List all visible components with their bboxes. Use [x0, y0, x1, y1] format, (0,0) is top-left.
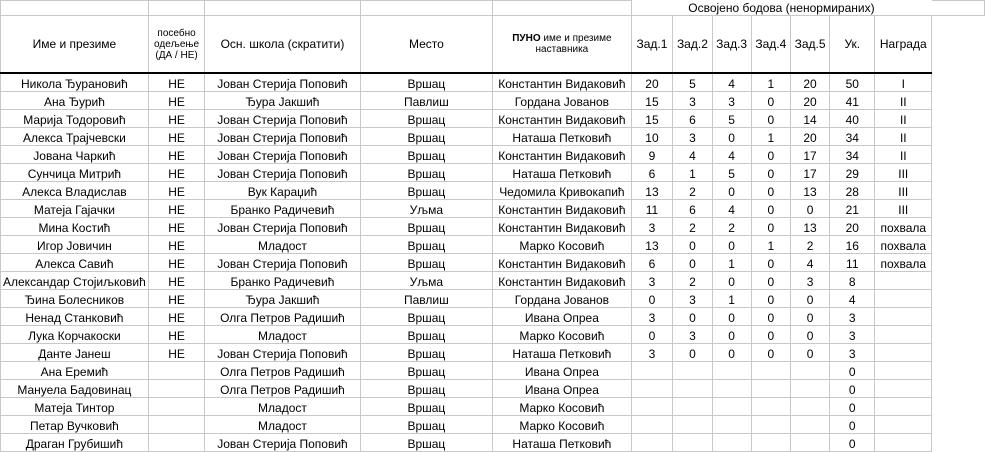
cell[interactable] — [205, 1, 360, 16]
cell-task4[interactable] — [751, 416, 790, 434]
cell-task3[interactable]: 0 — [712, 344, 751, 362]
cell-place[interactable]: Вршац — [360, 326, 493, 344]
cell-award[interactable]: II — [875, 128, 932, 146]
cell-task4[interactable]: 0 — [751, 344, 790, 362]
cell-task2[interactable] — [673, 398, 712, 416]
cell-task1[interactable]: 11 — [631, 200, 673, 218]
cell-name[interactable]: Данте Јанеш — [1, 344, 149, 362]
cell-name[interactable]: Ана Еремић — [1, 362, 149, 380]
header-school[interactable]: Осн. школа (скратити) — [205, 16, 360, 74]
cell-task5[interactable] — [790, 380, 829, 398]
cell-school[interactable]: Младост — [205, 236, 360, 254]
cell-task1[interactable]: 9 — [631, 146, 673, 164]
cell-task5[interactable]: 2 — [790, 236, 829, 254]
cell-name[interactable]: Јована Чаркић — [1, 146, 149, 164]
cell-task5[interactable]: 17 — [790, 146, 829, 164]
cell-place[interactable]: Павлиш — [360, 92, 493, 110]
header-mentor-rest: име и презиме наставника — [535, 33, 612, 55]
cell-place[interactable]: Павлиш — [360, 290, 493, 308]
cell-school[interactable]: Олга Петров Радишић — [205, 308, 360, 326]
cell-mentor[interactable]: Чедомила Кривокапић — [493, 182, 632, 200]
cell-total[interactable]: 3 — [830, 326, 875, 344]
cell-award[interactable]: III — [875, 164, 932, 182]
cell-task5[interactable]: 0 — [790, 344, 829, 362]
cell-special-class[interactable] — [148, 416, 204, 434]
cell-mentor[interactable]: Ивана Опреа — [493, 380, 632, 398]
cell[interactable] — [493, 1, 632, 16]
cell-total[interactable]: 50 — [830, 73, 875, 92]
cell-task4[interactable] — [751, 362, 790, 380]
cell-place[interactable]: Уљма — [360, 272, 493, 290]
cell-mentor[interactable]: Ивана Опреа — [493, 362, 632, 380]
cell-task2[interactable]: 6 — [673, 110, 712, 128]
cell-place[interactable]: Вршац — [360, 380, 493, 398]
cell-task5[interactable]: 0 — [790, 200, 829, 218]
cell-task5[interactable]: 0 — [790, 326, 829, 344]
cell-task4[interactable]: 0 — [751, 218, 790, 236]
table-row — [1, 344, 985, 362]
table-row — [1, 326, 985, 344]
cell-place[interactable]: Вршац — [360, 73, 493, 92]
cell-mentor[interactable]: Гордана Јованов — [493, 92, 632, 110]
cell-task5[interactable]: 17 — [790, 164, 829, 182]
cell-task5[interactable]: 13 — [790, 182, 829, 200]
cell-award[interactable] — [875, 416, 932, 434]
cell-task1[interactable] — [631, 416, 673, 434]
cell-task1[interactable]: 13 — [631, 182, 673, 200]
cell-task3[interactable]: 3 — [712, 92, 751, 110]
table-row — [1, 164, 985, 182]
cell-task3[interactable]: 1 — [712, 290, 751, 308]
cell-task5[interactable]: 0 — [790, 290, 829, 308]
cell-award[interactable] — [875, 344, 932, 362]
cell-award[interactable] — [875, 398, 932, 416]
cell-name[interactable]: Марија Тодоровић — [1, 110, 149, 128]
cell-task2[interactable] — [673, 434, 712, 452]
cell-total[interactable]: 0 — [830, 434, 875, 452]
cell-task2[interactable]: 2 — [673, 272, 712, 290]
cell-mentor[interactable]: Наташа Петковић — [493, 434, 632, 452]
header-award[interactable]: Награда — [875, 16, 932, 74]
cell-award[interactable] — [875, 272, 932, 290]
cell-mentor[interactable]: Марко Косовић — [493, 326, 632, 344]
cell-total[interactable]: 0 — [830, 398, 875, 416]
table-row — [1, 73, 985, 92]
cell-total[interactable]: 0 — [830, 362, 875, 380]
cell-task2[interactable]: 0 — [673, 254, 712, 272]
cell-task5[interactable] — [790, 416, 829, 434]
cell-school[interactable]: Јован Стерија Поповић — [205, 254, 360, 272]
cell-special-class[interactable] — [148, 434, 204, 452]
cell-school[interactable]: Вук Караџић — [205, 182, 360, 200]
cell-task1[interactable] — [631, 434, 673, 452]
cell-task4[interactable]: 0 — [751, 308, 790, 326]
header-mentor-bold: ПУНО — [512, 33, 541, 44]
cell-place[interactable]: Вршац — [360, 416, 493, 434]
cell-mentor[interactable]: Марко Косовић — [493, 236, 632, 254]
header-task4[interactable]: Зад.4 — [751, 16, 790, 74]
cell-name[interactable]: Мина Костић — [1, 218, 149, 236]
header-task5[interactable]: Зад.5 — [790, 16, 829, 74]
cell-school[interactable]: Младост — [205, 326, 360, 344]
cell-task2[interactable]: 2 — [673, 218, 712, 236]
cell-task2[interactable]: 0 — [673, 236, 712, 254]
cell-task1[interactable] — [631, 362, 673, 380]
cell-award[interactable]: III — [875, 182, 932, 200]
header-place[interactable]: Место — [360, 16, 493, 74]
cell-mentor[interactable]: Ивана Опреа — [493, 308, 632, 326]
cell-task4[interactable] — [751, 380, 790, 398]
cell-place[interactable]: Вршац — [360, 344, 493, 362]
cell-task1[interactable]: 3 — [631, 272, 673, 290]
cell-special-class[interactable]: НЕ — [148, 110, 204, 128]
cell-task4[interactable]: 0 — [751, 272, 790, 290]
cell-task1[interactable]: 13 — [631, 236, 673, 254]
cell-place[interactable]: Вршац — [360, 254, 493, 272]
cell-school[interactable]: Јован Стерија Поповић — [205, 73, 360, 92]
cell-school[interactable]: Бранко Радичевић — [205, 200, 360, 218]
cell[interactable] — [360, 1, 493, 16]
cell-task3[interactable]: 2 — [712, 218, 751, 236]
points-group-header[interactable]: Освојено бодова (ненормираних) — [631, 1, 932, 16]
cell-special-class[interactable]: НЕ — [148, 182, 204, 200]
cell-award[interactable]: II — [875, 92, 932, 110]
cell-school[interactable]: Ђура Јакшић — [205, 290, 360, 308]
cell-special-class[interactable]: НЕ — [148, 344, 204, 362]
cell-award[interactable]: III — [875, 200, 932, 218]
cell-task4[interactable]: 0 — [751, 182, 790, 200]
cell-name[interactable]: Игор Јовичин — [1, 236, 149, 254]
cell-task2[interactable]: 5 — [673, 73, 712, 92]
cell-mentor[interactable]: Константин Видаковић — [493, 146, 632, 164]
cell[interactable] — [1, 1, 149, 16]
cell-name[interactable]: Лука Корчакоски — [1, 326, 149, 344]
cell-task1[interactable]: 15 — [631, 110, 673, 128]
cell-special-class[interactable]: НЕ — [148, 164, 204, 182]
cell-school[interactable]: Олга Петров Радишић — [205, 362, 360, 380]
table-row — [1, 362, 985, 380]
cell-task1[interactable]: 20 — [631, 73, 673, 92]
cell-task4[interactable]: 0 — [751, 326, 790, 344]
cell-task3[interactable]: 4 — [712, 146, 751, 164]
cell-award[interactable]: I — [875, 73, 932, 92]
cell-special-class[interactable]: НЕ — [148, 146, 204, 164]
cell-special-class[interactable] — [148, 380, 204, 398]
cell-name[interactable]: Сунчица Митрић — [1, 164, 149, 182]
cell-task3[interactable]: 4 — [712, 200, 751, 218]
cell-place[interactable]: Вршац — [360, 182, 493, 200]
cell-name[interactable]: Драган Грубишић — [1, 434, 149, 452]
cell-total[interactable]: 4 — [830, 290, 875, 308]
cell-task2[interactable] — [673, 380, 712, 398]
cell-task1[interactable]: 6 — [631, 164, 673, 182]
cell-task3[interactable] — [712, 434, 751, 452]
cell-award[interactable]: II — [875, 146, 932, 164]
cell-name[interactable]: Никола Ђурановић — [1, 73, 149, 92]
cell-task3[interactable]: 5 — [712, 110, 751, 128]
cell-school[interactable]: Јован Стерија Поповић — [205, 344, 360, 362]
cell-task5[interactable] — [790, 362, 829, 380]
cell-school[interactable]: Младост — [205, 398, 360, 416]
cell-task4[interactable]: 0 — [751, 200, 790, 218]
cell-school[interactable]: Јован Стерија Поповић — [205, 110, 360, 128]
cell[interactable] — [148, 1, 204, 16]
cell-name[interactable]: Алекса Владислав — [1, 182, 149, 200]
cell-task2[interactable] — [673, 362, 712, 380]
cell-school[interactable]: Олга Петров Радишић — [205, 380, 360, 398]
cell-task1[interactable] — [631, 380, 673, 398]
cell-award[interactable]: похвала — [875, 236, 932, 254]
cell-task5[interactable]: 3 — [790, 272, 829, 290]
cell-place[interactable]: Вршац — [360, 218, 493, 236]
cell-special-class[interactable]: НЕ — [148, 92, 204, 110]
cell-place[interactable]: Вршац — [360, 128, 493, 146]
table-row — [1, 290, 985, 308]
cell-total[interactable]: 3 — [830, 344, 875, 362]
cell-name[interactable]: Матеја Тинтор — [1, 398, 149, 416]
cell-school[interactable]: Ђура Јакшић — [205, 92, 360, 110]
cell-task3[interactable]: 1 — [712, 254, 751, 272]
cell-mentor[interactable]: Константин Видаковић — [493, 73, 632, 92]
cell-place[interactable]: Вршац — [360, 236, 493, 254]
cell-total[interactable]: 8 — [830, 272, 875, 290]
cell-task4[interactable] — [751, 434, 790, 452]
cell-school[interactable]: Јован Стерија Поповић — [205, 146, 360, 164]
cell-school[interactable]: Јован Стерија Поповић — [205, 164, 360, 182]
cell-task2[interactable]: 6 — [673, 200, 712, 218]
cell-task1[interactable]: 6 — [631, 254, 673, 272]
cell-task1[interactable] — [631, 398, 673, 416]
cell-special-class[interactable]: НЕ — [148, 290, 204, 308]
cell-total[interactable]: 29 — [830, 164, 875, 182]
cell-task2[interactable]: 0 — [673, 344, 712, 362]
cell-task4[interactable]: 1 — [751, 128, 790, 146]
cell-total[interactable]: 0 — [830, 380, 875, 398]
cell-task2[interactable]: 3 — [673, 290, 712, 308]
cell-task5[interactable] — [790, 434, 829, 452]
cell-task3[interactable]: 0 — [712, 182, 751, 200]
cell-task3[interactable] — [712, 362, 751, 380]
table-row — [1, 398, 985, 416]
cell-task4[interactable]: 0 — [751, 254, 790, 272]
cell-award[interactable]: похвала — [875, 218, 932, 236]
cell-name[interactable]: Алекса Савић — [1, 254, 149, 272]
cell-task3[interactable]: 4 — [712, 73, 751, 92]
cell-task4[interactable] — [751, 398, 790, 416]
cell-special-class[interactable]: НЕ — [148, 73, 204, 92]
cell-task4[interactable]: 0 — [751, 92, 790, 110]
table-row — [1, 128, 985, 146]
cell-task3[interactable]: 5 — [712, 164, 751, 182]
cell-task3[interactable]: 0 — [712, 308, 751, 326]
cell-mentor[interactable]: Наташа Петковић — [493, 344, 632, 362]
cell-task1[interactable]: 0 — [631, 290, 673, 308]
cell-task5[interactable]: 13 — [790, 218, 829, 236]
cell-name[interactable]: Петар Вучковић — [1, 416, 149, 434]
table-row — [1, 308, 985, 326]
cell-task4[interactable]: 0 — [751, 146, 790, 164]
cell[interactable] — [932, 1, 985, 16]
cell-task4[interactable]: 0 — [751, 164, 790, 182]
cell-task4[interactable]: 0 — [751, 290, 790, 308]
cell-award[interactable] — [875, 434, 932, 452]
table-row — [1, 236, 985, 254]
cell-mentor[interactable]: Наташа Петковић — [493, 128, 632, 146]
cell-mentor[interactable]: Гордана Јованов — [493, 290, 632, 308]
cell-place[interactable]: Вршац — [360, 434, 493, 452]
cell-award[interactable] — [875, 380, 932, 398]
cell-mentor[interactable]: Наташа Петковић — [493, 164, 632, 182]
cell-total[interactable]: 40 — [830, 110, 875, 128]
table-row — [1, 272, 985, 290]
cell-task4[interactable]: 1 — [751, 73, 790, 92]
cell-mentor[interactable]: Константин Видаковић — [493, 200, 632, 218]
cell-total[interactable]: 41 — [830, 92, 875, 110]
table-row — [1, 416, 985, 434]
table-row — [1, 380, 985, 398]
cell-task5[interactable] — [790, 398, 829, 416]
cell-task2[interactable] — [673, 416, 712, 434]
cell-mentor[interactable]: Марко Косовић — [493, 416, 632, 434]
header-task3[interactable]: Зад.3 — [712, 16, 751, 74]
cell-task4[interactable]: 1 — [751, 236, 790, 254]
cell-task2[interactable]: 1 — [673, 164, 712, 182]
cell-school[interactable]: Јован Стерија Поповић — [205, 218, 360, 236]
cell-award[interactable]: II — [875, 110, 932, 128]
header-special-class[interactable]: посебно одељење (ДА / НЕ) — [148, 16, 204, 74]
table-row — [1, 146, 985, 164]
cell-task3[interactable]: 0 — [712, 326, 751, 344]
cell-special-class[interactable]: НЕ — [148, 272, 204, 290]
cell-task5[interactable]: 14 — [790, 110, 829, 128]
cell-award[interactable] — [875, 308, 932, 326]
cell-school[interactable]: Младост — [205, 416, 360, 434]
cell-task3[interactable] — [712, 380, 751, 398]
header-mentor[interactable] — [493, 16, 632, 74]
cell-task2[interactable]: 3 — [673, 326, 712, 344]
cell-name[interactable]: Мануела Бадовинац — [1, 380, 149, 398]
cell-mentor[interactable]: Константин Видаковић — [493, 272, 632, 290]
cell-task3[interactable] — [712, 398, 751, 416]
table-row — [1, 434, 985, 452]
cell-place[interactable]: Вршац — [360, 398, 493, 416]
cell-mentor[interactable]: Константин Видаковић — [493, 110, 632, 128]
cell-special-class[interactable]: НЕ — [148, 218, 204, 236]
cell-place[interactable]: Вршац — [360, 362, 493, 380]
cell-task3[interactable] — [712, 416, 751, 434]
cell-total[interactable]: 20 — [830, 218, 875, 236]
cell-place[interactable]: Вршац — [360, 146, 493, 164]
cell-task2[interactable]: 3 — [673, 128, 712, 146]
cell-mentor[interactable]: Константин Видаковић — [493, 218, 632, 236]
cell-name[interactable]: Алекса Трајчевски — [1, 128, 149, 146]
cell-task4[interactable]: 0 — [751, 110, 790, 128]
table-row — [1, 182, 985, 200]
header-task1[interactable]: Зад.1 — [631, 16, 673, 74]
cell-special-class[interactable] — [148, 362, 204, 380]
cell-task3[interactable]: 0 — [712, 272, 751, 290]
table-row — [1, 200, 985, 218]
cell-task5[interactable]: 20 — [790, 92, 829, 110]
cell-total[interactable]: 16 — [830, 236, 875, 254]
cell-special-class[interactable]: НЕ — [148, 254, 204, 272]
group-header-row — [1, 1, 985, 16]
cell-award[interactable]: похвала — [875, 254, 932, 272]
cell-total[interactable]: 21 — [830, 200, 875, 218]
cell-award[interactable] — [875, 326, 932, 344]
cell-task2[interactable]: 4 — [673, 146, 712, 164]
table-row — [1, 92, 985, 110]
cell-place[interactable]: Вршац — [360, 110, 493, 128]
column-header-row — [1, 16, 985, 74]
cell-special-class[interactable] — [148, 398, 204, 416]
table-row — [1, 254, 985, 272]
cell-award[interactable] — [875, 290, 932, 308]
cell-task1[interactable]: 3 — [631, 308, 673, 326]
cell-task3[interactable]: 0 — [712, 236, 751, 254]
cell-place[interactable]: Уљма — [360, 200, 493, 218]
cell-task5[interactable]: 0 — [790, 308, 829, 326]
cell-name[interactable]: Ненад Станковић — [1, 308, 149, 326]
cell-name[interactable]: Александар Стојиљковић — [1, 272, 149, 290]
cell-task5[interactable]: 20 — [790, 128, 829, 146]
header-name[interactable]: Име и презиме — [1, 16, 149, 74]
cell-award[interactable] — [875, 362, 932, 380]
cell-name[interactable]: Матеја Гајачки — [1, 200, 149, 218]
header-task2[interactable]: Зад.2 — [673, 16, 712, 74]
cell-place[interactable]: Вршац — [360, 164, 493, 182]
cell-task5[interactable]: 20 — [790, 73, 829, 92]
cell-task1[interactable]: 3 — [631, 218, 673, 236]
header-total[interactable]: Ук. — [830, 16, 875, 74]
cell-task2[interactable]: 0 — [673, 308, 712, 326]
cell-task5[interactable]: 4 — [790, 254, 829, 272]
cell-task2[interactable]: 3 — [673, 92, 712, 110]
cell-mentor[interactable]: Константин Видаковић — [493, 254, 632, 272]
cell-school[interactable]: Бранко Радичевић — [205, 272, 360, 290]
cell-task1[interactable]: 0 — [631, 326, 673, 344]
cell-task1[interactable]: 15 — [631, 92, 673, 110]
cell-special-class[interactable]: НЕ — [148, 200, 204, 218]
cell-total[interactable]: 3 — [830, 308, 875, 326]
cell-name[interactable]: Ана Ђурић — [1, 92, 149, 110]
cell-task1[interactable]: 10 — [631, 128, 673, 146]
cell-special-class[interactable]: НЕ — [148, 308, 204, 326]
cell-task1[interactable]: 3 — [631, 344, 673, 362]
cell-school[interactable]: Јован Стерија Поповић — [205, 128, 360, 146]
cell-total[interactable]: 0 — [830, 416, 875, 434]
table-row — [1, 218, 985, 236]
cell-total[interactable]: 34 — [830, 146, 875, 164]
cell-mentor[interactable]: Марко Косовић — [493, 398, 632, 416]
cell-name[interactable]: Ђина Болесников — [1, 290, 149, 308]
cell-special-class[interactable]: НЕ — [148, 236, 204, 254]
cell-place[interactable]: Вршац — [360, 308, 493, 326]
cell-special-class[interactable]: НЕ — [148, 326, 204, 344]
cell-task2[interactable]: 2 — [673, 182, 712, 200]
cell-school[interactable]: Јован Стерија Поповић — [205, 434, 360, 452]
table-row — [1, 110, 985, 128]
cell-task3[interactable]: 0 — [712, 128, 751, 146]
cell-special-class[interactable]: НЕ — [148, 128, 204, 146]
cell-total[interactable]: 28 — [830, 182, 875, 200]
cell-total[interactable]: 11 — [830, 254, 875, 272]
cell-total[interactable]: 34 — [830, 128, 875, 146]
